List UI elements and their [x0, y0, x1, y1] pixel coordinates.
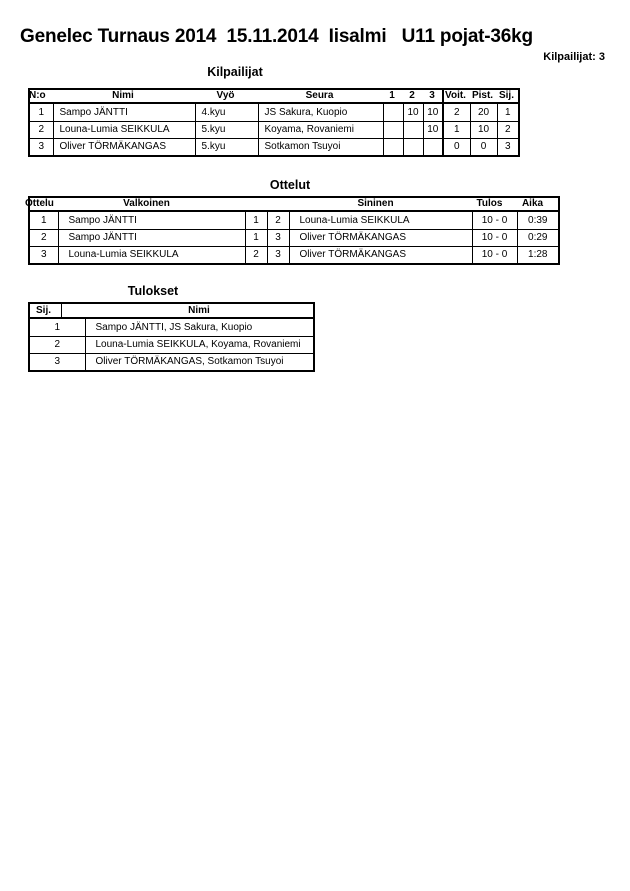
competitors-table-body: [30, 104, 518, 155]
col-header-place: Sij.: [36, 304, 52, 316]
cell-round3: 10: [423, 104, 443, 121]
cell-round2: [403, 121, 423, 138]
col-header-round1: 1: [389, 90, 395, 101]
col-header-time: Aika: [521, 198, 544, 209]
col-header-club: Seura: [305, 90, 334, 101]
cell-white-no: 1: [245, 212, 267, 229]
competitors-table: [28, 88, 520, 157]
table-row: [30, 212, 558, 229]
table-row: [30, 138, 518, 155]
col-header-place: Sij.: [498, 90, 514, 101]
cell-match-no: 2: [30, 229, 58, 246]
cell-name: Louna-Lumia SEIKKULA, Koyama, Rovaniemi: [85, 336, 313, 353]
cell-round3: 10: [423, 121, 443, 138]
cell-round2: [403, 138, 423, 155]
section-heading-matches: Ottelut: [269, 178, 311, 192]
table-row: [30, 246, 558, 263]
results-table-header: [30, 304, 313, 319]
cell-club: Sotkamon Tsuyoi: [258, 138, 383, 155]
cell-round1: [383, 121, 403, 138]
cell-place: 1: [30, 319, 85, 336]
cell-blue: Oliver TÖRMÄKANGAS: [289, 229, 472, 246]
cell-time: 1:28: [517, 246, 558, 263]
cell-white-no: 1: [245, 229, 267, 246]
table-row: [30, 121, 518, 138]
table-row: [30, 104, 518, 121]
cell-wins: 1: [443, 121, 470, 138]
cell-blue-no: 3: [267, 229, 289, 246]
col-header-round3: 3: [429, 90, 435, 101]
table-row: [30, 319, 313, 336]
cell-club: Koyama, Rovaniemi: [258, 121, 383, 138]
col-header-name: Nimi: [188, 304, 210, 316]
cell-white: Sampo JÄNTTI: [58, 212, 245, 229]
cell-name: Oliver TÖRMÄKANGAS, Sotkamon Tsuyoi: [85, 353, 313, 370]
col-header-round2: 2: [409, 90, 415, 101]
cell-round1: [383, 104, 403, 121]
cell-white-no: 2: [245, 246, 267, 263]
cell-score: 10 - 0: [472, 212, 517, 229]
competitors-table-header: [30, 90, 518, 104]
cell-wins: 0: [443, 138, 470, 155]
col-header-score: Tulos: [476, 198, 503, 209]
col-header-blue: Sininen: [357, 198, 394, 209]
results-table: [28, 302, 315, 372]
col-header-belt: Vyö: [216, 90, 235, 101]
cell-blue-no: 2: [267, 212, 289, 229]
cell-white: Louna-Lumia SEIKKULA: [58, 246, 245, 263]
cell-place: 3: [30, 353, 85, 370]
table-row: [30, 353, 313, 370]
cell-belt: 5.kyu: [195, 138, 258, 155]
cell-round1: [383, 138, 403, 155]
cell-no: 1: [30, 104, 53, 121]
cell-name: Oliver TÖRMÄKANGAS: [53, 138, 195, 155]
section-heading-results: Tulokset: [127, 284, 179, 298]
cell-place: 1: [497, 104, 518, 121]
matches-table-header: [25, 198, 558, 212]
cell-time: 0:39: [517, 212, 558, 229]
col-header-wins: Voit.: [445, 90, 466, 101]
col-header-name: Nimi: [112, 90, 134, 101]
cell-wins: 2: [443, 104, 470, 121]
table-row: [30, 336, 313, 353]
cell-points: 10: [470, 121, 497, 138]
cell-club: JS Sakura, Kuopio: [258, 104, 383, 121]
header-column-divider: [61, 304, 62, 317]
col-header-match-no: Ottelu: [25, 198, 54, 209]
cell-points: 0: [470, 138, 497, 155]
cell-round3: [423, 138, 443, 155]
cell-belt: 5.kyu: [195, 121, 258, 138]
header-group-divider: [442, 90, 444, 102]
matches-table: [25, 196, 560, 265]
col-header-no: N:o: [29, 90, 46, 101]
cell-match-no: 3: [30, 246, 58, 263]
cell-points: 20: [470, 104, 497, 121]
cell-blue: Louna-Lumia SEIKKULA: [289, 212, 472, 229]
cell-place: 2: [497, 121, 518, 138]
cell-time: 0:29: [517, 229, 558, 246]
cell-score: 10 - 0: [472, 246, 517, 263]
page-title: Genelec Turnaus 2014 15.11.2014 Iisalmi U11 pojat-36kg: [20, 26, 533, 47]
cell-score: 10 - 0: [472, 229, 517, 246]
section-heading-competitors: Kilpailijat: [207, 65, 263, 79]
cell-no: 2: [30, 121, 53, 138]
cell-name: Sampo JÄNTTI: [53, 104, 195, 121]
cell-round2: 10: [403, 104, 423, 121]
cell-name: Louna-Lumia SEIKKULA: [53, 121, 195, 138]
cell-match-no: 1: [30, 212, 58, 229]
cell-belt: 4.kyu: [195, 104, 258, 121]
cell-name: Sampo JÄNTTI, JS Sakura, Kuopio: [85, 319, 313, 336]
competitor-count-label: Kilpailijat: 3: [543, 51, 605, 63]
matches-table-body: [30, 212, 558, 263]
cell-place: 2: [30, 336, 85, 353]
col-header-white: Valkoinen: [123, 198, 170, 209]
col-header-points: Pist.: [471, 90, 494, 101]
results-table-body: [30, 319, 313, 370]
cell-blue: Oliver TÖRMÄKANGAS: [289, 246, 472, 263]
table-row: [30, 229, 558, 246]
cell-place: 3: [497, 138, 518, 155]
cell-white: Sampo JÄNTTI: [58, 229, 245, 246]
cell-no: 3: [30, 138, 53, 155]
cell-blue-no: 3: [267, 246, 289, 263]
